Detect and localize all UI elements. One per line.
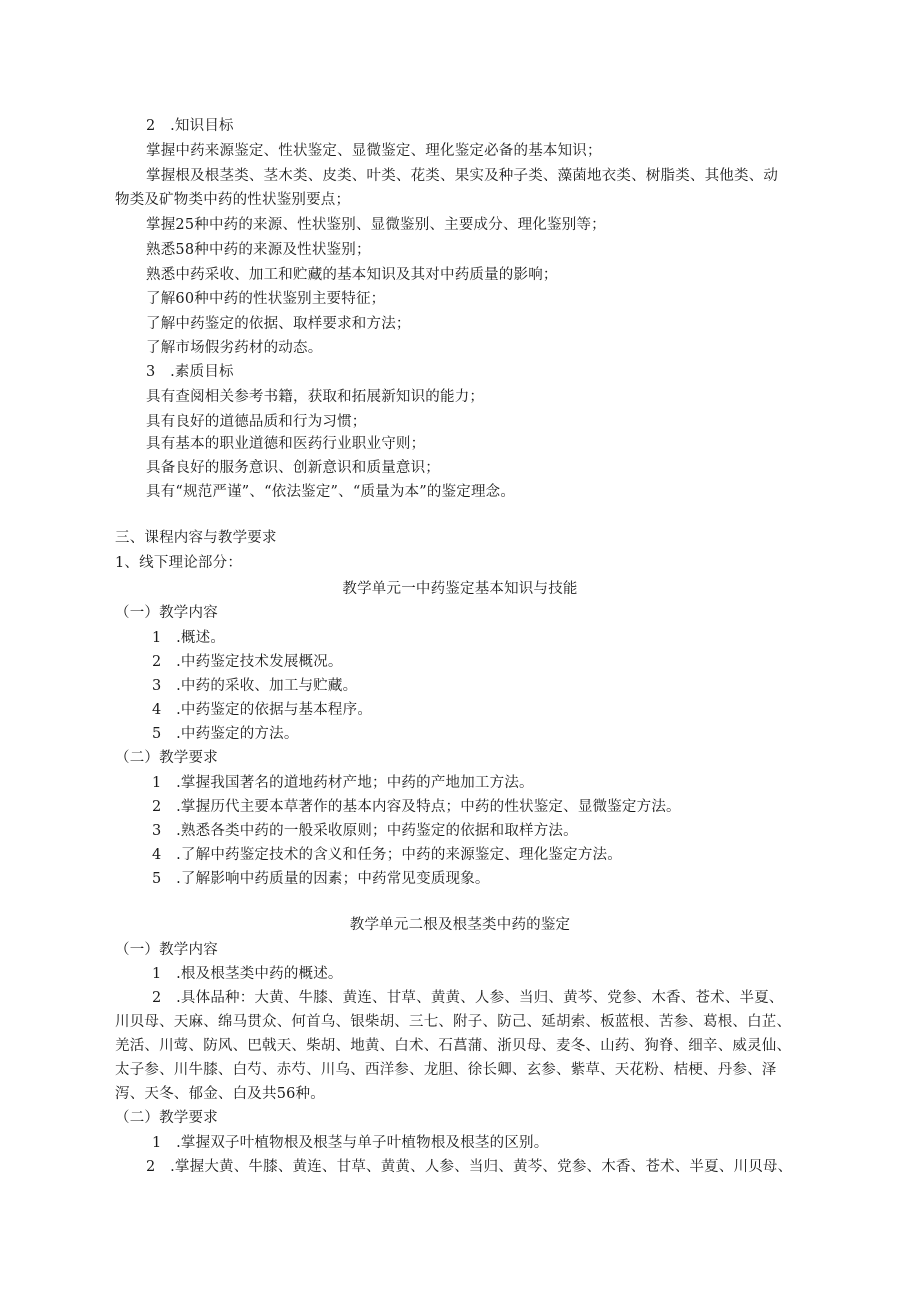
quality-goal-heading: 3 .素质目标 [146, 364, 234, 380]
knowledge-goal-line: 掌握中药来源鉴定、性状鉴定、显微鉴定、理化鉴定必备的基本知识； [146, 143, 602, 159]
knowledge-goal-line: 熟悉58种中药的来源及性状鉴别； [146, 242, 371, 258]
knowledge-goal-line: 掌握根及根茎类、茎木类、皮类、叶类、花类、果实及种子类、藻菌地衣类、树脂类、其他类、动 [146, 168, 779, 184]
unit1-requirements-heading: （二）教学要求 [115, 750, 218, 766]
unit1-requirement-item: 2 .掌握历代主要本草著作的基本内容及特点；中药的性状鉴定、显微鉴定方法。 [152, 799, 681, 815]
course-content-heading: 三、课程内容与教学要求 [115, 530, 277, 546]
unit2-requirements-heading: （二）教学要求 [115, 1110, 218, 1126]
unit2-content-heading: （一）教学内容 [115, 942, 218, 958]
unit2-varieties-line: 2 .具体品种：大黄、牛膝、黄连、甘草、黄黄、人参、当归、黄芩、党参、木香、苍术、半夏、 [152, 990, 784, 1006]
knowledge-goal-line: 物类及矿物类中药的性状鉴别要点； [115, 192, 351, 208]
knowledge-goal-line: 了解60种中药的性状鉴别主要特征； [146, 291, 386, 307]
offline-theory-subheading: 1、线下理论部分： [115, 555, 243, 571]
unit1-title: 教学单元一中药鉴定基本知识与技能 [342, 581, 578, 597]
quality-goal-line: 具备良好的服务意识、创新意识和质量意识； [146, 460, 440, 476]
unit1-content-item: 2 .中药鉴定技术发展概况。 [152, 654, 343, 670]
unit1-content-item: 1 .概述。 [152, 630, 226, 646]
unit2-varieties-line: 太子参、川牛膝、白芍、赤芍、川乌、西洋参、龙胆、徐长卿、玄参、紫草、天花粉、桔梗、丹参、泽 [115, 1062, 777, 1078]
quality-goal-line: 具有良好的道德品质和行为习惯； [146, 414, 367, 430]
quality-goal-line: 具有查阅相关参考书籍，获取和拓展新知识的能力； [146, 389, 485, 405]
unit2-content-item: 1 .根及根茎类中药的概述。 [152, 966, 343, 982]
unit2-requirement-item: 2 .掌握大黄、牛膝、黄连、甘草、黄黄、人参、当归、黄芩、党参、木香、苍术、半夏、川贝母、 [146, 1159, 793, 1175]
unit2-varieties-line: 川贝母、天麻、绵马贯众、何首乌、银柴胡、三七、附子、防己、延胡索、板蓝根、苦参、葛根、白芷、 [115, 1014, 792, 1030]
quality-goal-line: 具有“规范严谨”、“依法鉴定”、“质量为本”的鉴定理念。 [146, 484, 516, 500]
unit1-content-heading: （一）教学内容 [115, 605, 218, 621]
knowledge-goal-heading: 2 .知识目标 [146, 118, 234, 134]
knowledge-goal-line: 了解中药鉴定的依据、取样要求和方法； [146, 316, 411, 332]
unit2-varieties-line: 泻、天冬、郁金、白及共56种。 [115, 1086, 325, 1102]
unit1-requirement-item: 3 .熟悉各类中药的一般采收原则；中药鉴定的依据和取样方法。 [152, 823, 578, 839]
unit1-content-item: 5 .中药鉴定的方法。 [152, 726, 299, 742]
quality-goal-line: 具有基本的职业道德和医药行业职业守则； [146, 436, 426, 452]
knowledge-goal-line: 掌握25种中药的来源、性状鉴别、显微鉴别、主要成分、理化鉴别等； [146, 217, 606, 233]
unit2-requirement-item: 1 .掌握双子叶植物根及根茎与单子叶植物根及根茎的区别。 [152, 1135, 549, 1151]
knowledge-goal-line: 熟悉中药采收、加工和贮藏的基本知识及其对中药质量的影响； [146, 267, 558, 283]
unit1-content-item: 3 .中药的采收、加工与贮藏。 [152, 678, 358, 694]
unit1-requirement-item: 4 .了解中药鉴定技术的含义和任务；中药的来源鉴定、理化鉴定方法。 [152, 847, 622, 863]
knowledge-goal-line: 了解市场假劣药材的动态。 [146, 340, 323, 356]
unit1-content-item: 4 .中药鉴定的依据与基本程序。 [152, 702, 373, 718]
unit2-varieties-line: 羌活、川莺、防风、巴戟天、柴胡、地黄、白术、石菖蒲、浙贝母、麦冬、山药、狗脊、细辛、威灵仙、 [115, 1038, 792, 1054]
unit1-requirement-item: 5 .了解影响中药质量的因素；中药常见变质现象。 [152, 871, 490, 887]
unit2-title: 教学单元二根及根茎类中药的鉴定 [349, 917, 571, 933]
unit1-requirement-item: 1 .掌握我国著名的道地药材产地；中药的产地加工方法。 [152, 775, 534, 791]
